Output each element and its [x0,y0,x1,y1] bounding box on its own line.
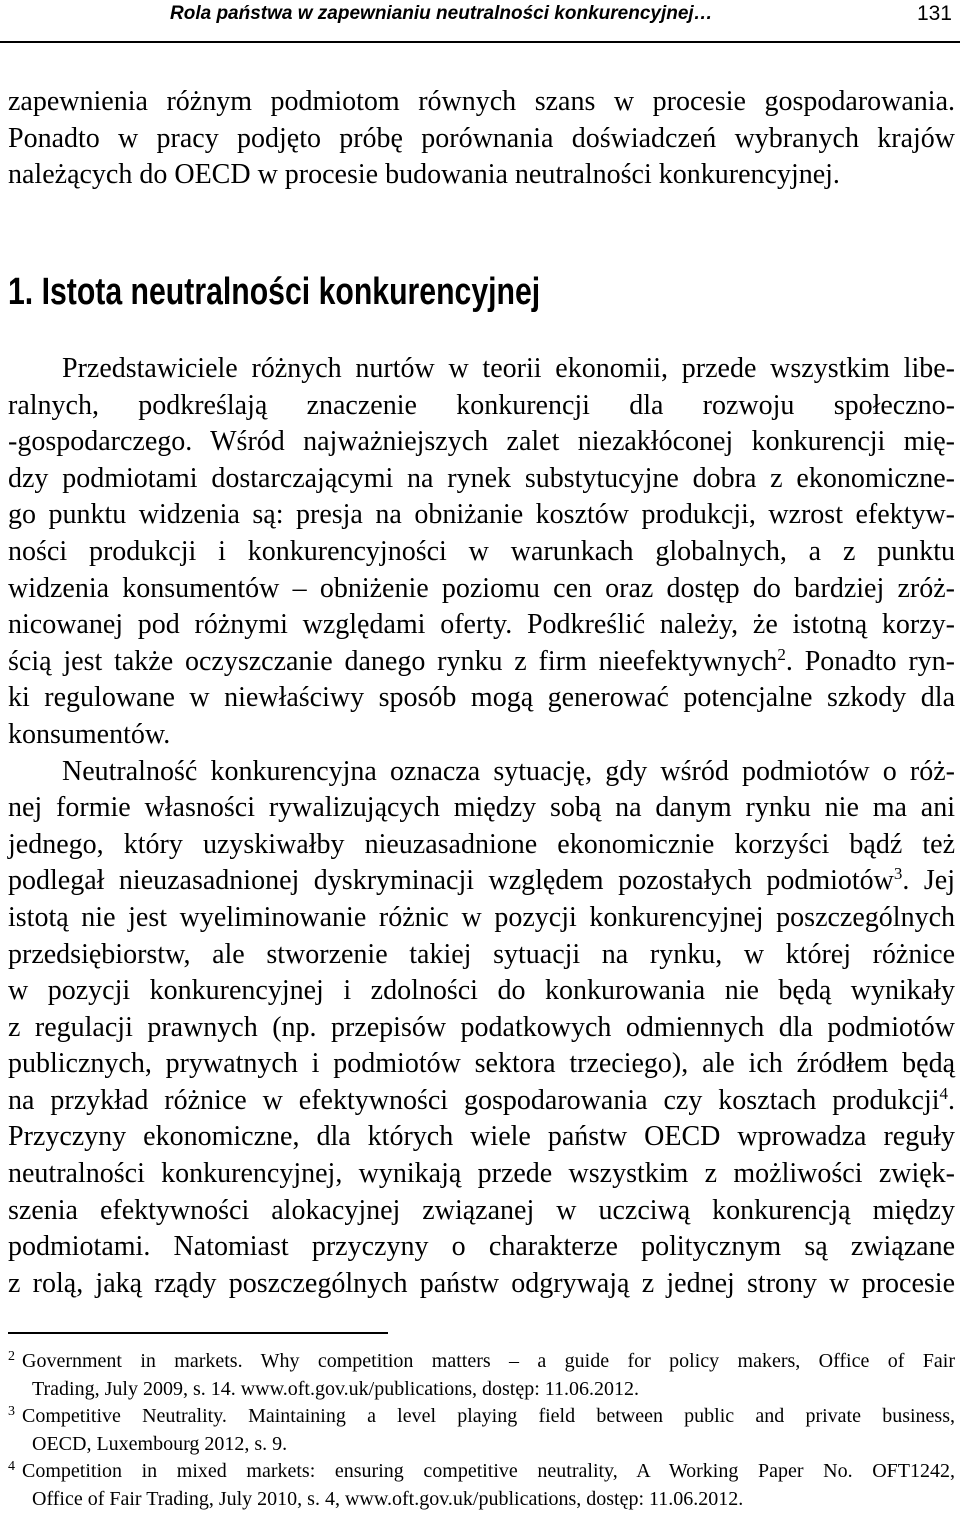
footnote [8,1458,955,1513]
text-line: jednego, który uzyskiwałby nieuzasadnione ekonomicznie korzyści bądź też [8,828,955,860]
text-line [8,863,955,900]
footnote-text: Government in markets. Why competition matters – a guide for policy makers, Office of Fair [22,1350,955,1372]
line-text: . Jej [902,865,956,897]
text-line: dzy podmiotami dostarczającymi na rynek substytucyjne dobra z ekonomiczne- [8,462,955,494]
line-text: na przykład różnice w efektywności gospodarowania czy kosztach produkcji [8,1084,940,1116]
footnote-line: 3 Competitive Neutrality. Maintaining a level playing field between public and private business, [8,1404,955,1428]
footnote-text: Competition in mixed markets: ensuring competitive neutrality, A Working Paper No. OFT1242, [22,1460,955,1483]
text-line: widzenia konsumentów – obniżenie poziomu cen oraz dostęp do bardziej zróż- [8,572,955,604]
footnote-reference: 4 [939,1083,948,1103]
text-line: nej formie własności rywalizujących między sobą na danym rynku nie ma ani [8,792,955,824]
section-heading: 1. Istota neutralności konkurencyjnej [8,271,541,313]
footnote-separator [8,1332,388,1334]
line-text: . Ponadto ryn- [785,645,955,677]
text-line: przedsiębiorstw, ale stworzenie takiej sytuacji na rynku, w której różnice [8,938,955,970]
footnote-reference: 3 [893,864,903,884]
text-line: należących do OECD w procesie budowania neutralności konkurencyjnej. [8,159,840,191]
footnotes [8,1348,955,1514]
text-line: Ponadto w pracy podjęto próbę porównania doświadczeń wybranych krajów [8,122,955,154]
footnote-text: Competitive Neutrality. Maintaining a level playing field between public and private business, [22,1405,955,1428]
footnote-line: Office of Fair Trading, July 2010, s. 4, www.oft.gov.uk/publications, dostęp: 11.06.2012. [32,1487,744,1510]
text-line: z regulacji prawnych (np. przepisów podatkowych odmiennych dla podmiotów [8,1011,955,1043]
line-text: . [948,1084,955,1116]
footnote-reference: 2 [777,644,786,664]
footnote [8,1348,955,1403]
intro-paragraph [8,84,955,194]
text-line: ki regulowane w niewłaściwy sposób mogą generować potencjalne szkody dla [8,682,955,714]
text-line: istotą nie jest wyeliminowanie różnic w pozycji konkurencyjnej poszczególnych [8,901,955,933]
header-rule [0,41,960,43]
text-line: Przyczyny ekonomiczne, dla których wiele państw OECD wprowadza reguły [8,1121,955,1153]
body-paragraph [8,351,955,754]
text-line: konsumentów. [8,718,171,750]
text-line: ności produkcji i konkurencyjności w warunkach globalnych, a z punktu [8,535,955,567]
text-line: ralnych, podkreślają znaczenie konkurencji dla rozwoju społeczno- [8,389,955,421]
footnote-line: Trading, July 2009, s. 14. www.oft.gov.uk/publications, dostęp: 11.06.2012. [32,1377,640,1400]
text-line: publicznych, prywatnych i podmiotów sektora trzeciego), ale ich źródłem będą [8,1048,955,1080]
text-line: z rolą, jaką rządy poszczególnych państw odgrywają z jednej strony w procesie [8,1267,955,1299]
text-line: nicowanej pod różnymi względami oferty. Podkreślić należy, że istotną korzy- [8,609,955,641]
line-text: podlegał nieuzasadnionej dyskryminacji względem pozostałych podmiotów [8,865,894,897]
text-line [8,644,955,681]
text-line: go punktu widzenia są: presja na obniżanie kosztów produkcji, wzrost efektyw- [8,499,955,531]
body-paragraph [8,754,955,1303]
text-line: zapewnienia różnym podmiotom równych szans w procesie gospodarowania. [8,86,955,117]
footnote-line: OECD, Luxembourg 2012, s. 9. [32,1432,288,1455]
page-number: 131 [916,2,952,25]
text-line: podmiotami. Natomiast przyczyny o charakterze politycznym są związane [8,1231,955,1263]
footnote-line: 4 Competition in mixed markets: ensuring competitive neutrality, A Working Paper No. OFT1242, [8,1459,955,1483]
text-line: -gospodarczego. Wśród najważniejszych zalet niezakłóconej konkurencji mię- [8,426,955,458]
footnote-line: 2 Government in markets. Why competition matters – a guide for policy makers, Office of Fair [8,1349,955,1372]
text-line: szenia efektywności alokacyjnej związanej w uczciwą konkurencją między [8,1194,955,1226]
text-line [8,1083,955,1120]
line-text: ścią jest także oczyszczanie danego rynku z firm nieefektywnych [8,645,778,677]
text-line: neutralności konkurencyjnej, wynikają przede wszystkim z możliwości zwięk- [8,1158,955,1190]
body-text [8,351,955,1302]
running-title: Rola państwa w zapewnianiu neutralności konkurencyjnej… [170,3,713,24]
text-line: Przedstawiciele różnych nurtów w teorii ekonomii, przede wszystkim libe- [62,353,955,384]
text-line: Neutralność konkurencyjna oznacza sytuację, gdy wśród podmiotów o róż- [62,755,955,787]
text-line: w pozycji konkurencyjnej i zdolności do konkurowania nie będą wynikały [8,975,955,1007]
footnote [8,1403,955,1458]
